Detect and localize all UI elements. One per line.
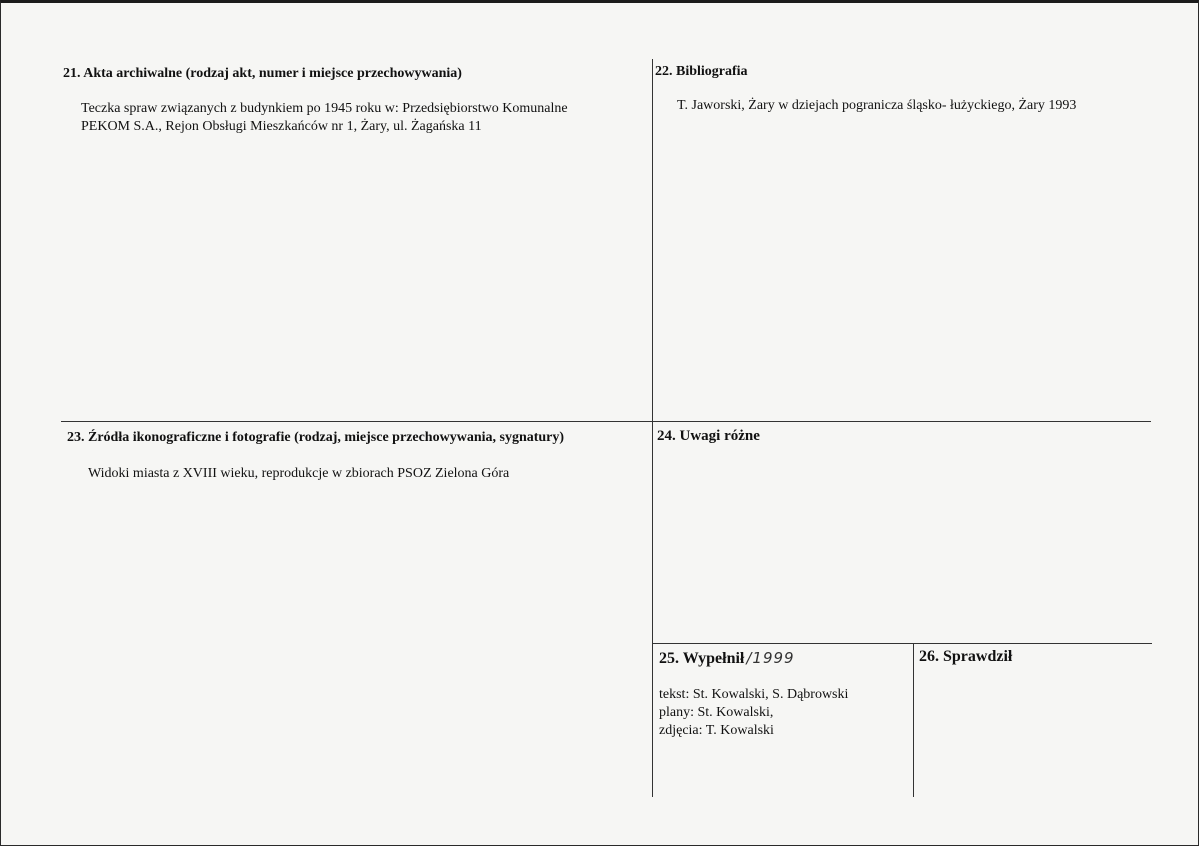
section-23-heading: 23. Źródła ikonograficzne i fotografie (rodzaj, miejsce przechowywania, sygnatury) (67, 430, 565, 445)
section-25-heading (659, 649, 795, 668)
section-25-text (659, 686, 848, 740)
handwritten-year: /1999 (746, 649, 795, 667)
section-25-line-3: zdjęcia: T. Kowalski (659, 723, 774, 738)
section-25-heading-label: 25. Wypełnił (659, 650, 745, 667)
divider-vertical-lower (913, 643, 914, 797)
divider-horizontal-lower (652, 643, 1152, 644)
section-21-line-2: PEKOM S.A., Rejon Obsługi Mieszkańców nr 1, Żary, ul. Żagańska 11 (81, 119, 482, 134)
section-26-heading: 26. Sprawdził (919, 648, 1013, 665)
divider-vertical-main (652, 59, 653, 797)
section-25-line-2: plany: St. Kowalski, (659, 705, 774, 720)
section-21-line-1: Teczka spraw związanych z budynkiem po 1945 roku w: Przedsiębiorstwo Komunalne (81, 101, 568, 116)
section-22-heading: 22. Bibliografia (655, 64, 748, 79)
section-22-text: T. Jaworski, Żary w dziejach pogranicza śląsko- łużyckiego, Żary 1993 (677, 98, 1077, 113)
section-24-heading: 24. Uwagi różne (657, 428, 760, 444)
section-25-line-1: tekst: St. Kowalski, S. Dąbrowski (659, 687, 849, 702)
divider-horizontal-middle (61, 421, 1151, 422)
section-23-text: Widoki miasta z XVIII wieku, reprodukcje w zbiorach PSOZ Zielona Góra (88, 466, 510, 481)
section-21-text (81, 100, 646, 136)
section-21-heading: 21. Akta archiwalne (rodzaj akt, numer i miejsce przechowywania) (63, 66, 462, 81)
